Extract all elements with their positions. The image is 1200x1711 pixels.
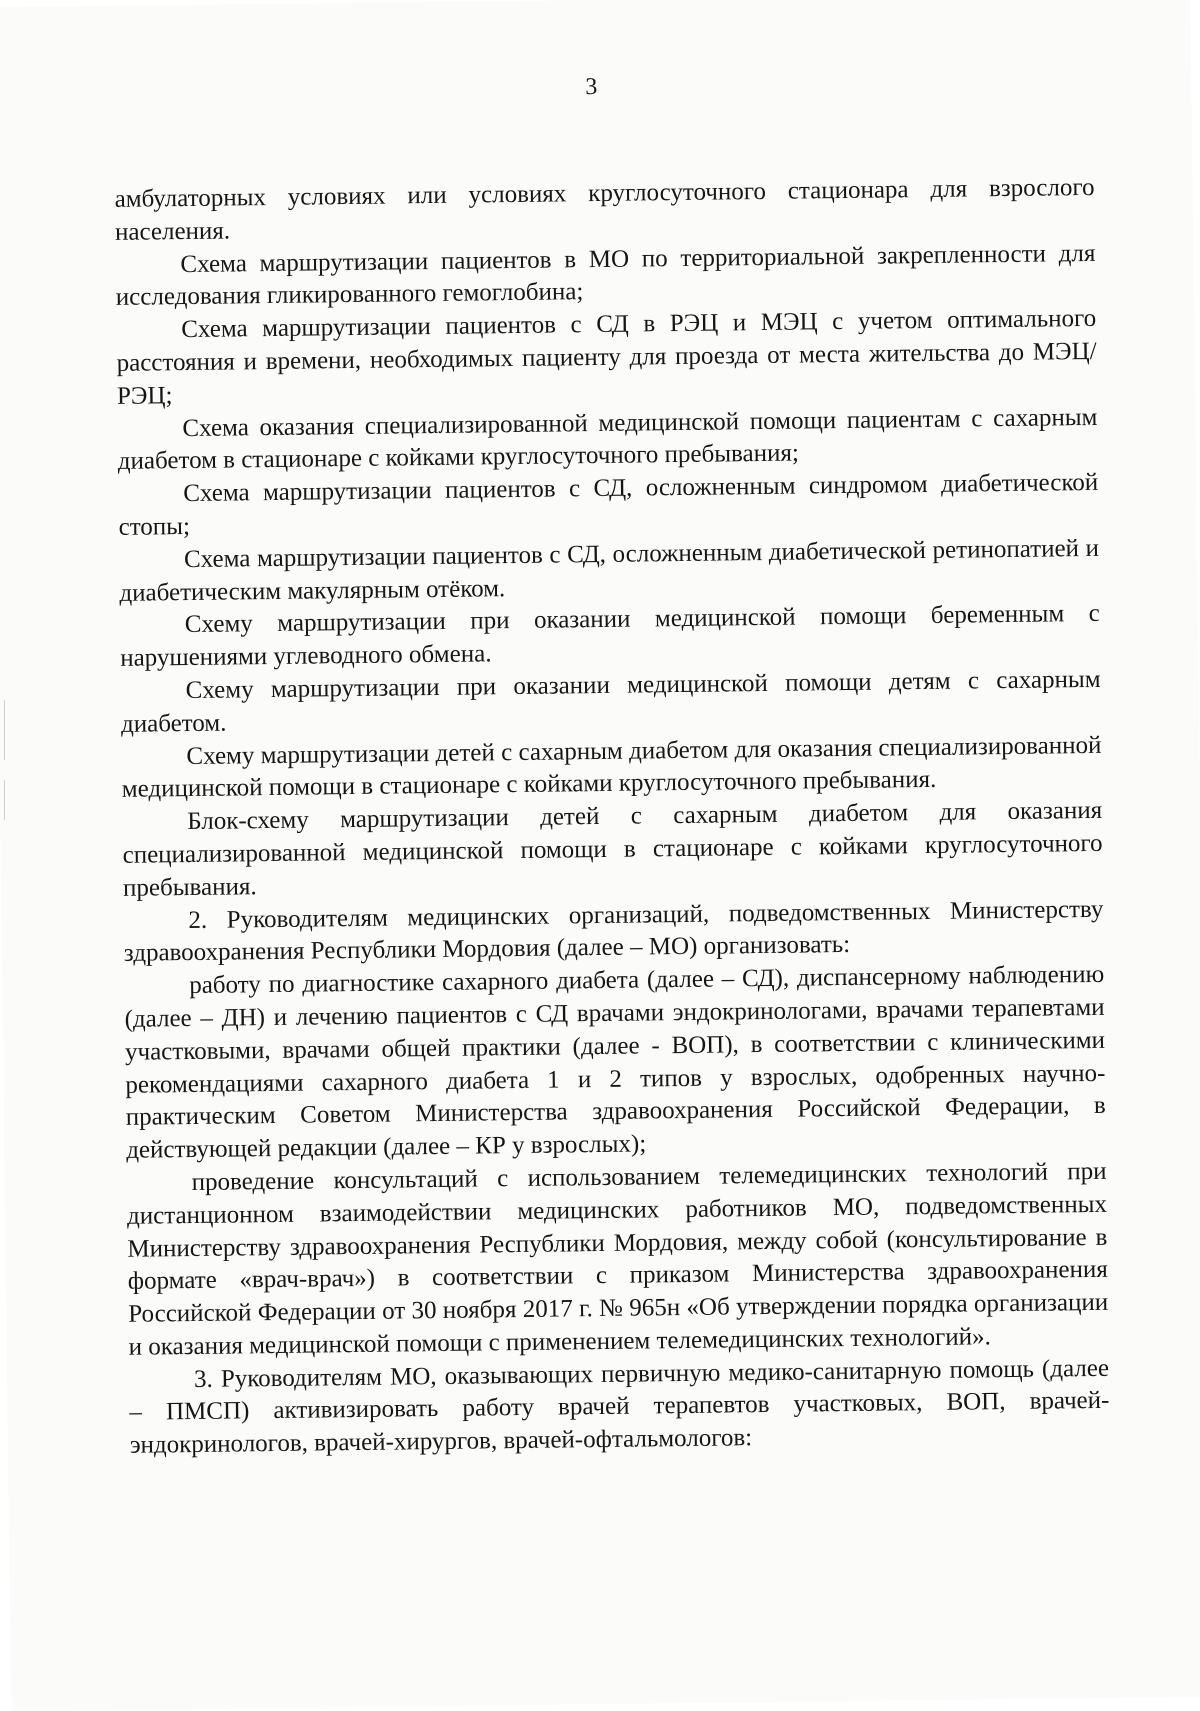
scan-edge-mark	[4, 700, 5, 760]
paragraph-item-2: 2. Руководителям медицинских организаций, подведомственных Министерству здравоохранения Республики Мордовия (далее – МО) организовать:	[123, 895, 1104, 968]
document-body	[114, 172, 1110, 1463]
paragraph-scheme-children: Схему маршрутизации при оказании медицинской помощи детям с сахарным диабетом.	[120, 665, 1101, 738]
paragraph-continuation: амбулаторных условиях или условиях круглосуточного стационара для взрослого населения.	[114, 173, 1095, 246]
paragraph-item-3: 3. Руководителям МО, оказывающих первичную медико-санитарную помощь (далее – ПМСП) активизировать работу врачей терапевтов участковых, ВОП, врачей-эндокринологов, врачей-хирургов, врачей-офтальмологов:	[129, 1354, 1110, 1460]
scan-edge-mark	[4, 780, 5, 820]
paragraph-scheme-glycated-hemoglobin: Схема маршрутизации пациентов в МО по территориальной закрепленности для исследования гликированного гемоглобина;	[115, 239, 1096, 312]
paragraph-scheme-rec-mec: Схема маршрутизации пациентов с СД в РЭЦ и МЭЦ с учетом оптимального расстояния и времени, необходимых пациенту для проезда от места жительства до МЭЦ/РЭЦ;	[116, 305, 1097, 410]
paragraph-block-scheme-children: Блок-схему маршрутизации детей с сахарным диабетом для оказания специализированной медицинской помощи в стационаре с койками круглосуточного пребывания.	[122, 797, 1103, 902]
paragraph-scheme-pregnant: Схему маршрутизации при оказании медицинской помощи беременным с нарушениями углеводного обмена.	[120, 600, 1100, 673]
page-number: 3	[585, 73, 598, 101]
paragraph-scheme-specialized-care: Схема оказания специализированной медицинской помощи пациентам с сахарным диабетом в стационаре с койками круглосуточного пребывания;	[117, 403, 1098, 476]
paragraph-telemedicine: проведение консультаций с использованием телемедицинских технологий при дистанционном взаимодействии медицинских работников МО, подведомственных Министерству здравоохранения Республики Мордовия, между собой (консультирование в формате «врач-врач») в соответствии с приказом Министерства здравоохранения Российской Федерации от 30 ноября 2017 г. № 965н «Об утверждении порядка организации и оказания медицинской помощи с применением телемедицинских технологий».	[126, 1157, 1109, 1361]
paragraph-scheme-retinopathy: Схема маршрутизации пациентов с СД, осложненным диабетической ретинопатией и диабетическим макулярным отёком.	[119, 534, 1100, 607]
paragraph-diagnostics-work: работу по диагностике сахарного диабета (далее – СД), диспансерному наблюдению (далее – ДН) и лечению пациентов с СД врачами эндокринологами, врачами терапевтами участковыми, врачами общей практики (далее - ВОП), в соответствии с клиническими рекомендациями сахарного диабета 1 и 2 типов у взрослых, одобренных научно-практическим Советом Министерства здравоохранения Российской Федерации, в действующей редакции (далее – КР у взрослых);	[124, 960, 1106, 1164]
paragraph-scheme-children-hospital: Схему маршрутизации детей с сахарным диабетом для оказания специализированной медицинской помощи в стационаре с койками круглосуточного пребывания.	[121, 731, 1102, 804]
paragraph-scheme-diabetic-foot: Схема маршрутизации пациентов с СД, осложненным синдромом диабетической стопы;	[118, 469, 1099, 541]
